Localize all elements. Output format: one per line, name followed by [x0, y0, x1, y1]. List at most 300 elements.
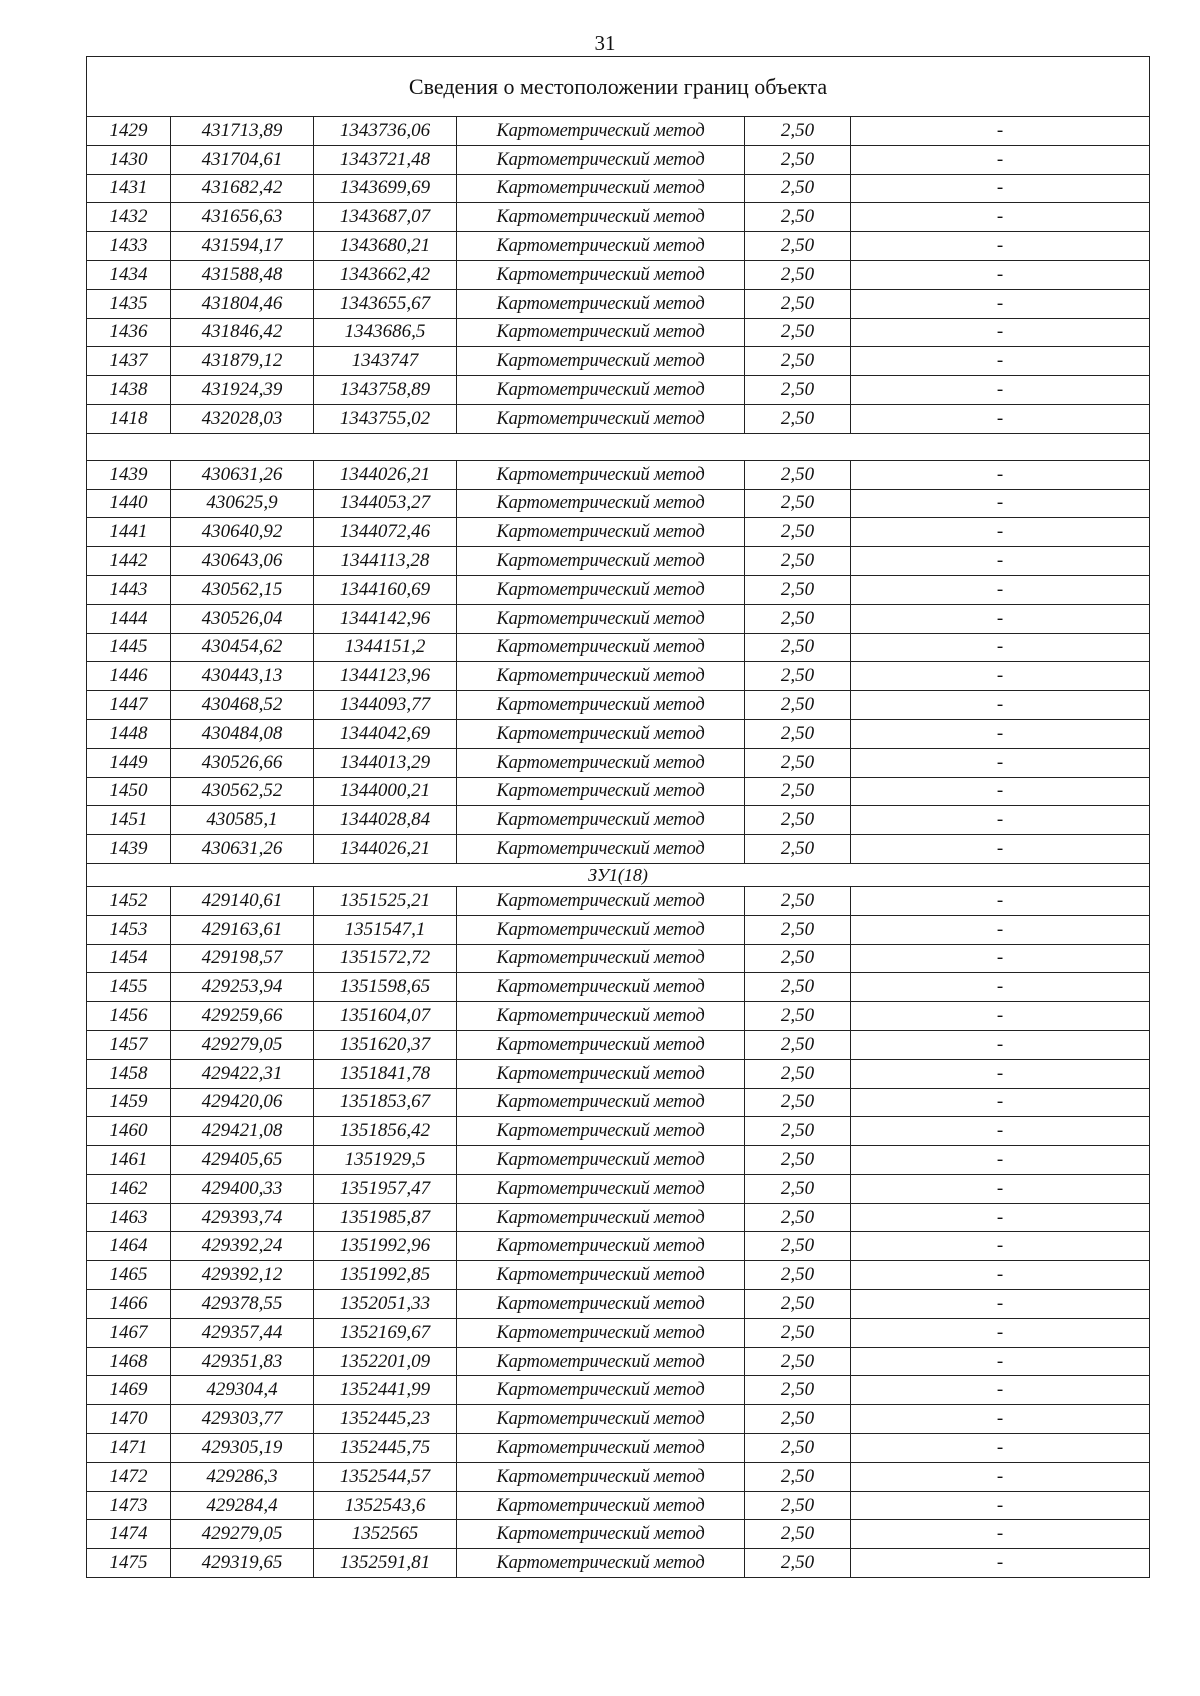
section-separator-row: [87, 433, 1150, 460]
x-coordinate-cell: 431804,46: [171, 289, 314, 318]
y-coordinate-cell: 1343747: [314, 347, 457, 376]
point-number-cell: 1444: [87, 604, 171, 633]
table-row: [87, 145, 1150, 174]
point-number-cell: 1446: [87, 662, 171, 691]
description-cell: -: [851, 1405, 1150, 1434]
accuracy-cell: 2,50: [745, 232, 851, 261]
table-row: [87, 604, 1150, 633]
table-row: [87, 1290, 1150, 1319]
description-cell: -: [851, 1491, 1150, 1520]
y-coordinate-cell: 1344053,27: [314, 489, 457, 518]
point-number-cell: 1468: [87, 1347, 171, 1376]
description-cell: -: [851, 1088, 1150, 1117]
x-coordinate-cell: 429421,08: [171, 1117, 314, 1146]
y-coordinate-cell: 1352441,99: [314, 1376, 457, 1405]
method-cell: Картометрический метод: [457, 973, 745, 1002]
y-coordinate-cell: 1352543,6: [314, 1491, 457, 1520]
accuracy-cell: 2,50: [745, 886, 851, 915]
x-coordinate-cell: 431846,42: [171, 318, 314, 347]
y-coordinate-cell: 1344042,69: [314, 719, 457, 748]
description-cell: -: [851, 719, 1150, 748]
method-cell: Картометрический метод: [457, 145, 745, 174]
x-coordinate-cell: 430526,66: [171, 748, 314, 777]
accuracy-cell: 2,50: [745, 260, 851, 289]
method-cell: Картометрический метод: [457, 1203, 745, 1232]
y-coordinate-cell: 1343662,42: [314, 260, 457, 289]
accuracy-cell: 2,50: [745, 806, 851, 835]
x-coordinate-cell: 431594,17: [171, 232, 314, 261]
method-cell: Картометрический метод: [457, 1030, 745, 1059]
y-coordinate-cell: 1344072,46: [314, 518, 457, 547]
table-row: [87, 1405, 1150, 1434]
table-row: [87, 1174, 1150, 1203]
page-number: 31: [594, 31, 616, 55]
y-coordinate-cell: 1352169,67: [314, 1318, 457, 1347]
point-number-cell: 1433: [87, 232, 171, 261]
accuracy-cell: 2,50: [745, 915, 851, 944]
x-coordinate-cell: 429279,05: [171, 1030, 314, 1059]
table-row: [87, 944, 1150, 973]
point-number-cell: 1434: [87, 260, 171, 289]
description-cell: -: [851, 203, 1150, 232]
point-number-cell: 1464: [87, 1232, 171, 1261]
description-cell: -: [851, 1434, 1150, 1463]
table-row: [87, 518, 1150, 547]
method-cell: Картометрический метод: [457, 1491, 745, 1520]
x-coordinate-cell: 429140,61: [171, 886, 314, 915]
point-number-cell: 1459: [87, 1088, 171, 1117]
y-coordinate-cell: 1344113,28: [314, 547, 457, 576]
table-row: [87, 318, 1150, 347]
x-coordinate-cell: 430631,26: [171, 460, 314, 489]
point-number-cell: 1447: [87, 691, 171, 720]
x-coordinate-cell: 429392,12: [171, 1261, 314, 1290]
y-coordinate-cell: 1344026,21: [314, 460, 457, 489]
method-cell: Картометрический метод: [457, 1462, 745, 1491]
y-coordinate-cell: 1343755,02: [314, 404, 457, 433]
table-row: [87, 973, 1150, 1002]
method-cell: Картометрический метод: [457, 1261, 745, 1290]
accuracy-cell: 2,50: [745, 1434, 851, 1463]
table-row: [87, 806, 1150, 835]
point-number-cell: 1439: [87, 835, 171, 864]
method-cell: Картометрический метод: [457, 1549, 745, 1578]
description-cell: -: [851, 117, 1150, 146]
method-cell: Картометрический метод: [457, 748, 745, 777]
accuracy-cell: 2,50: [745, 748, 851, 777]
description-cell: -: [851, 777, 1150, 806]
accuracy-cell: 2,50: [745, 318, 851, 347]
accuracy-cell: 2,50: [745, 404, 851, 433]
accuracy-cell: 2,50: [745, 460, 851, 489]
table-row: [87, 835, 1150, 864]
description-cell: -: [851, 1376, 1150, 1405]
point-number-cell: 1453: [87, 915, 171, 944]
method-cell: Картометрический метод: [457, 604, 745, 633]
description-cell: -: [851, 1290, 1150, 1319]
y-coordinate-cell: 1344000,21: [314, 777, 457, 806]
accuracy-cell: 2,50: [745, 1376, 851, 1405]
accuracy-cell: 2,50: [745, 347, 851, 376]
x-coordinate-cell: 429420,06: [171, 1088, 314, 1117]
table-row: [87, 1146, 1150, 1175]
method-cell: Картометрический метод: [457, 1405, 745, 1434]
accuracy-cell: 2,50: [745, 691, 851, 720]
accuracy-cell: 2,50: [745, 719, 851, 748]
method-cell: Картометрический метод: [457, 662, 745, 691]
accuracy-cell: 2,50: [745, 1030, 851, 1059]
table-row: [87, 460, 1150, 489]
point-number-cell: 1462: [87, 1174, 171, 1203]
x-coordinate-cell: 429357,44: [171, 1318, 314, 1347]
point-number-cell: 1456: [87, 1002, 171, 1031]
table-row: [87, 691, 1150, 720]
point-number-cell: 1418: [87, 404, 171, 433]
method-cell: Картометрический метод: [457, 886, 745, 915]
description-cell: -: [851, 1203, 1150, 1232]
x-coordinate-cell: 429303,77: [171, 1405, 314, 1434]
table-row: [87, 489, 1150, 518]
table-row: [87, 260, 1150, 289]
y-coordinate-cell: 1343736,06: [314, 117, 457, 146]
x-coordinate-cell: 429163,61: [171, 915, 314, 944]
point-number-cell: 1469: [87, 1376, 171, 1405]
table-body: [87, 57, 1150, 1578]
accuracy-cell: 2,50: [745, 376, 851, 405]
x-coordinate-cell: 429284,4: [171, 1491, 314, 1520]
table-row: [87, 117, 1150, 146]
point-number-cell: 1431: [87, 174, 171, 203]
accuracy-cell: 2,50: [745, 835, 851, 864]
table-row: [87, 1030, 1150, 1059]
y-coordinate-cell: 1352445,23: [314, 1405, 457, 1434]
x-coordinate-cell: 431879,12: [171, 347, 314, 376]
y-coordinate-cell: 1351856,42: [314, 1117, 457, 1146]
description-cell: -: [851, 318, 1150, 347]
y-coordinate-cell: 1351957,47: [314, 1174, 457, 1203]
section-label: ЗУ1(18): [87, 863, 1150, 886]
description-cell: -: [851, 1174, 1150, 1203]
accuracy-cell: 2,50: [745, 1117, 851, 1146]
table-row: [87, 1117, 1150, 1146]
table-row: [87, 376, 1150, 405]
description-cell: -: [851, 376, 1150, 405]
method-cell: Картометрический метод: [457, 1088, 745, 1117]
x-coordinate-cell: 430585,1: [171, 806, 314, 835]
accuracy-cell: 2,50: [745, 289, 851, 318]
accuracy-cell: 2,50: [745, 174, 851, 203]
accuracy-cell: 2,50: [745, 1059, 851, 1088]
y-coordinate-cell: 1351620,37: [314, 1030, 457, 1059]
x-coordinate-cell: 431682,42: [171, 174, 314, 203]
method-cell: Картометрический метод: [457, 1434, 745, 1463]
method-cell: Картометрический метод: [457, 232, 745, 261]
description-cell: -: [851, 1549, 1150, 1578]
y-coordinate-cell: 1351525,21: [314, 886, 457, 915]
x-coordinate-cell: 430643,06: [171, 547, 314, 576]
accuracy-cell: 2,50: [745, 1261, 851, 1290]
description-cell: -: [851, 748, 1150, 777]
section-label-row: [87, 863, 1150, 886]
method-cell: Картометрический метод: [457, 318, 745, 347]
x-coordinate-cell: 431656,63: [171, 203, 314, 232]
accuracy-cell: 2,50: [745, 662, 851, 691]
point-number-cell: 1472: [87, 1462, 171, 1491]
x-coordinate-cell: 431924,39: [171, 376, 314, 405]
y-coordinate-cell: 1344028,84: [314, 806, 457, 835]
x-coordinate-cell: 429351,83: [171, 1347, 314, 1376]
x-coordinate-cell: 430631,26: [171, 835, 314, 864]
accuracy-cell: 2,50: [745, 1405, 851, 1434]
method-cell: Картометрический метод: [457, 944, 745, 973]
x-coordinate-cell: 430562,15: [171, 575, 314, 604]
point-number-cell: 1474: [87, 1520, 171, 1549]
y-coordinate-cell: 1343721,48: [314, 145, 457, 174]
method-cell: Картометрический метод: [457, 376, 745, 405]
table-row: [87, 719, 1150, 748]
y-coordinate-cell: 1351992,85: [314, 1261, 457, 1290]
accuracy-cell: 2,50: [745, 1290, 851, 1319]
method-cell: Картометрический метод: [457, 518, 745, 547]
method-cell: Картометрический метод: [457, 633, 745, 662]
y-coordinate-cell: 1344123,96: [314, 662, 457, 691]
description-cell: -: [851, 145, 1150, 174]
method-cell: Картометрический метод: [457, 1290, 745, 1319]
description-cell: -: [851, 1002, 1150, 1031]
x-coordinate-cell: 429253,94: [171, 973, 314, 1002]
point-number-cell: 1432: [87, 203, 171, 232]
table-row: [87, 1549, 1150, 1578]
description-cell: -: [851, 835, 1150, 864]
y-coordinate-cell: 1343699,69: [314, 174, 457, 203]
table-row: [87, 886, 1150, 915]
x-coordinate-cell: 430454,62: [171, 633, 314, 662]
x-coordinate-cell: 429259,66: [171, 1002, 314, 1031]
accuracy-cell: 2,50: [745, 1174, 851, 1203]
point-number-cell: 1465: [87, 1261, 171, 1290]
description-cell: -: [851, 1059, 1150, 1088]
x-coordinate-cell: 430484,08: [171, 719, 314, 748]
y-coordinate-cell: 1352544,57: [314, 1462, 457, 1491]
accuracy-cell: 2,50: [745, 1088, 851, 1117]
accuracy-cell: 2,50: [745, 1318, 851, 1347]
point-number-cell: 1471: [87, 1434, 171, 1463]
description-cell: -: [851, 1030, 1150, 1059]
accuracy-cell: 2,50: [745, 117, 851, 146]
method-cell: Картометрический метод: [457, 547, 745, 576]
point-number-cell: 1467: [87, 1318, 171, 1347]
y-coordinate-cell: 1344160,69: [314, 575, 457, 604]
table-row: [87, 662, 1150, 691]
point-number-cell: 1461: [87, 1146, 171, 1175]
accuracy-cell: 2,50: [745, 1232, 851, 1261]
accuracy-cell: 2,50: [745, 944, 851, 973]
point-number-cell: 1450: [87, 777, 171, 806]
description-cell: -: [851, 404, 1150, 433]
y-coordinate-cell: 1351929,5: [314, 1146, 457, 1175]
accuracy-cell: 2,50: [745, 489, 851, 518]
method-cell: Картометрический метод: [457, 915, 745, 944]
method-cell: Картометрический метод: [457, 1232, 745, 1261]
description-cell: -: [851, 1520, 1150, 1549]
description-cell: -: [851, 886, 1150, 915]
table-row: [87, 347, 1150, 376]
point-number-cell: 1429: [87, 117, 171, 146]
description-cell: -: [851, 915, 1150, 944]
point-number-cell: 1448: [87, 719, 171, 748]
accuracy-cell: 2,50: [745, 633, 851, 662]
description-cell: -: [851, 518, 1150, 547]
method-cell: Картометрический метод: [457, 1318, 745, 1347]
accuracy-cell: 2,50: [745, 1520, 851, 1549]
table-title: Сведения о местоположении границ объекта: [87, 57, 1150, 117]
y-coordinate-cell: 1344026,21: [314, 835, 457, 864]
x-coordinate-cell: 429392,24: [171, 1232, 314, 1261]
x-coordinate-cell: 431704,61: [171, 145, 314, 174]
y-coordinate-cell: 1351853,67: [314, 1088, 457, 1117]
method-cell: Картометрический метод: [457, 1174, 745, 1203]
accuracy-cell: 2,50: [745, 1491, 851, 1520]
point-number-cell: 1441: [87, 518, 171, 547]
table-row: [87, 404, 1150, 433]
method-cell: Картометрический метод: [457, 260, 745, 289]
description-cell: -: [851, 1232, 1150, 1261]
x-coordinate-cell: 430625,9: [171, 489, 314, 518]
y-coordinate-cell: 1352591,81: [314, 1549, 457, 1578]
y-coordinate-cell: 1351572,72: [314, 944, 457, 973]
table-row: [87, 915, 1150, 944]
method-cell: Картометрический метод: [457, 719, 745, 748]
accuracy-cell: 2,50: [745, 604, 851, 633]
method-cell: Картометрический метод: [457, 1117, 745, 1146]
x-coordinate-cell: 430443,13: [171, 662, 314, 691]
table-row: [87, 203, 1150, 232]
x-coordinate-cell: 429393,74: [171, 1203, 314, 1232]
x-coordinate-cell: 431588,48: [171, 260, 314, 289]
method-cell: Картометрический метод: [457, 489, 745, 518]
x-coordinate-cell: 429279,05: [171, 1520, 314, 1549]
point-number-cell: 1430: [87, 145, 171, 174]
table-row: [87, 547, 1150, 576]
method-cell: Картометрический метод: [457, 289, 745, 318]
point-number-cell: 1443: [87, 575, 171, 604]
method-cell: Картометрический метод: [457, 806, 745, 835]
accuracy-cell: 2,50: [745, 1347, 851, 1376]
y-coordinate-cell: 1352201,09: [314, 1347, 457, 1376]
method-cell: Картометрический метод: [457, 460, 745, 489]
description-cell: -: [851, 289, 1150, 318]
description-cell: -: [851, 662, 1150, 691]
point-number-cell: 1463: [87, 1203, 171, 1232]
description-cell: -: [851, 1347, 1150, 1376]
x-coordinate-cell: 429422,31: [171, 1059, 314, 1088]
table-row: [87, 1376, 1150, 1405]
point-number-cell: 1454: [87, 944, 171, 973]
point-number-cell: 1437: [87, 347, 171, 376]
accuracy-cell: 2,50: [745, 1549, 851, 1578]
description-cell: -: [851, 260, 1150, 289]
point-number-cell: 1435: [87, 289, 171, 318]
x-coordinate-cell: 430640,92: [171, 518, 314, 547]
y-coordinate-cell: 1344142,96: [314, 604, 457, 633]
method-cell: Картометрический метод: [457, 777, 745, 806]
point-number-cell: 1451: [87, 806, 171, 835]
table-row: [87, 1088, 1150, 1117]
table-row: [87, 174, 1150, 203]
table-row: [87, 1347, 1150, 1376]
y-coordinate-cell: 1352445,75: [314, 1434, 457, 1463]
y-coordinate-cell: 1344151,2: [314, 633, 457, 662]
description-cell: -: [851, 347, 1150, 376]
x-coordinate-cell: 430562,52: [171, 777, 314, 806]
description-cell: -: [851, 604, 1150, 633]
method-cell: Картометрический метод: [457, 1059, 745, 1088]
boundary-coordinates-table: [86, 56, 1150, 1578]
point-number-cell: 1466: [87, 1290, 171, 1319]
method-cell: Картометрический метод: [457, 203, 745, 232]
table-title-row: [87, 57, 1150, 117]
table-row: [87, 1462, 1150, 1491]
x-coordinate-cell: 430526,04: [171, 604, 314, 633]
table-row: [87, 777, 1150, 806]
table-row: [87, 748, 1150, 777]
table-row: [87, 1261, 1150, 1290]
description-cell: -: [851, 489, 1150, 518]
description-cell: -: [851, 232, 1150, 261]
description-cell: -: [851, 460, 1150, 489]
accuracy-cell: 2,50: [745, 547, 851, 576]
description-cell: -: [851, 633, 1150, 662]
x-coordinate-cell: 429305,19: [171, 1434, 314, 1463]
x-coordinate-cell: 429400,33: [171, 1174, 314, 1203]
point-number-cell: 1440: [87, 489, 171, 518]
method-cell: Картометрический метод: [457, 1347, 745, 1376]
table-row: [87, 1002, 1150, 1031]
point-number-cell: 1457: [87, 1030, 171, 1059]
section-separator: [87, 433, 1150, 460]
x-coordinate-cell: 432028,03: [171, 404, 314, 433]
accuracy-cell: 2,50: [745, 973, 851, 1002]
description-cell: -: [851, 1318, 1150, 1347]
point-number-cell: 1458: [87, 1059, 171, 1088]
table-row: [87, 633, 1150, 662]
x-coordinate-cell: 429319,65: [171, 1549, 314, 1578]
accuracy-cell: 2,50: [745, 203, 851, 232]
x-coordinate-cell: 429378,55: [171, 1290, 314, 1319]
table-row: [87, 1232, 1150, 1261]
y-coordinate-cell: 1351604,07: [314, 1002, 457, 1031]
accuracy-cell: 2,50: [745, 145, 851, 174]
point-number-cell: 1475: [87, 1549, 171, 1578]
table-row: [87, 1203, 1150, 1232]
accuracy-cell: 2,50: [745, 777, 851, 806]
y-coordinate-cell: 1352051,33: [314, 1290, 457, 1319]
method-cell: Картометрический метод: [457, 691, 745, 720]
y-coordinate-cell: 1351992,96: [314, 1232, 457, 1261]
point-number-cell: 1455: [87, 973, 171, 1002]
x-coordinate-cell: 431713,89: [171, 117, 314, 146]
point-number-cell: 1449: [87, 748, 171, 777]
table-row: [87, 1318, 1150, 1347]
table-row: [87, 1491, 1150, 1520]
accuracy-cell: 2,50: [745, 1002, 851, 1031]
table-row: [87, 289, 1150, 318]
method-cell: Картометрический метод: [457, 347, 745, 376]
description-cell: -: [851, 1146, 1150, 1175]
point-number-cell: 1438: [87, 376, 171, 405]
x-coordinate-cell: 429198,57: [171, 944, 314, 973]
method-cell: Картометрический метод: [457, 575, 745, 604]
